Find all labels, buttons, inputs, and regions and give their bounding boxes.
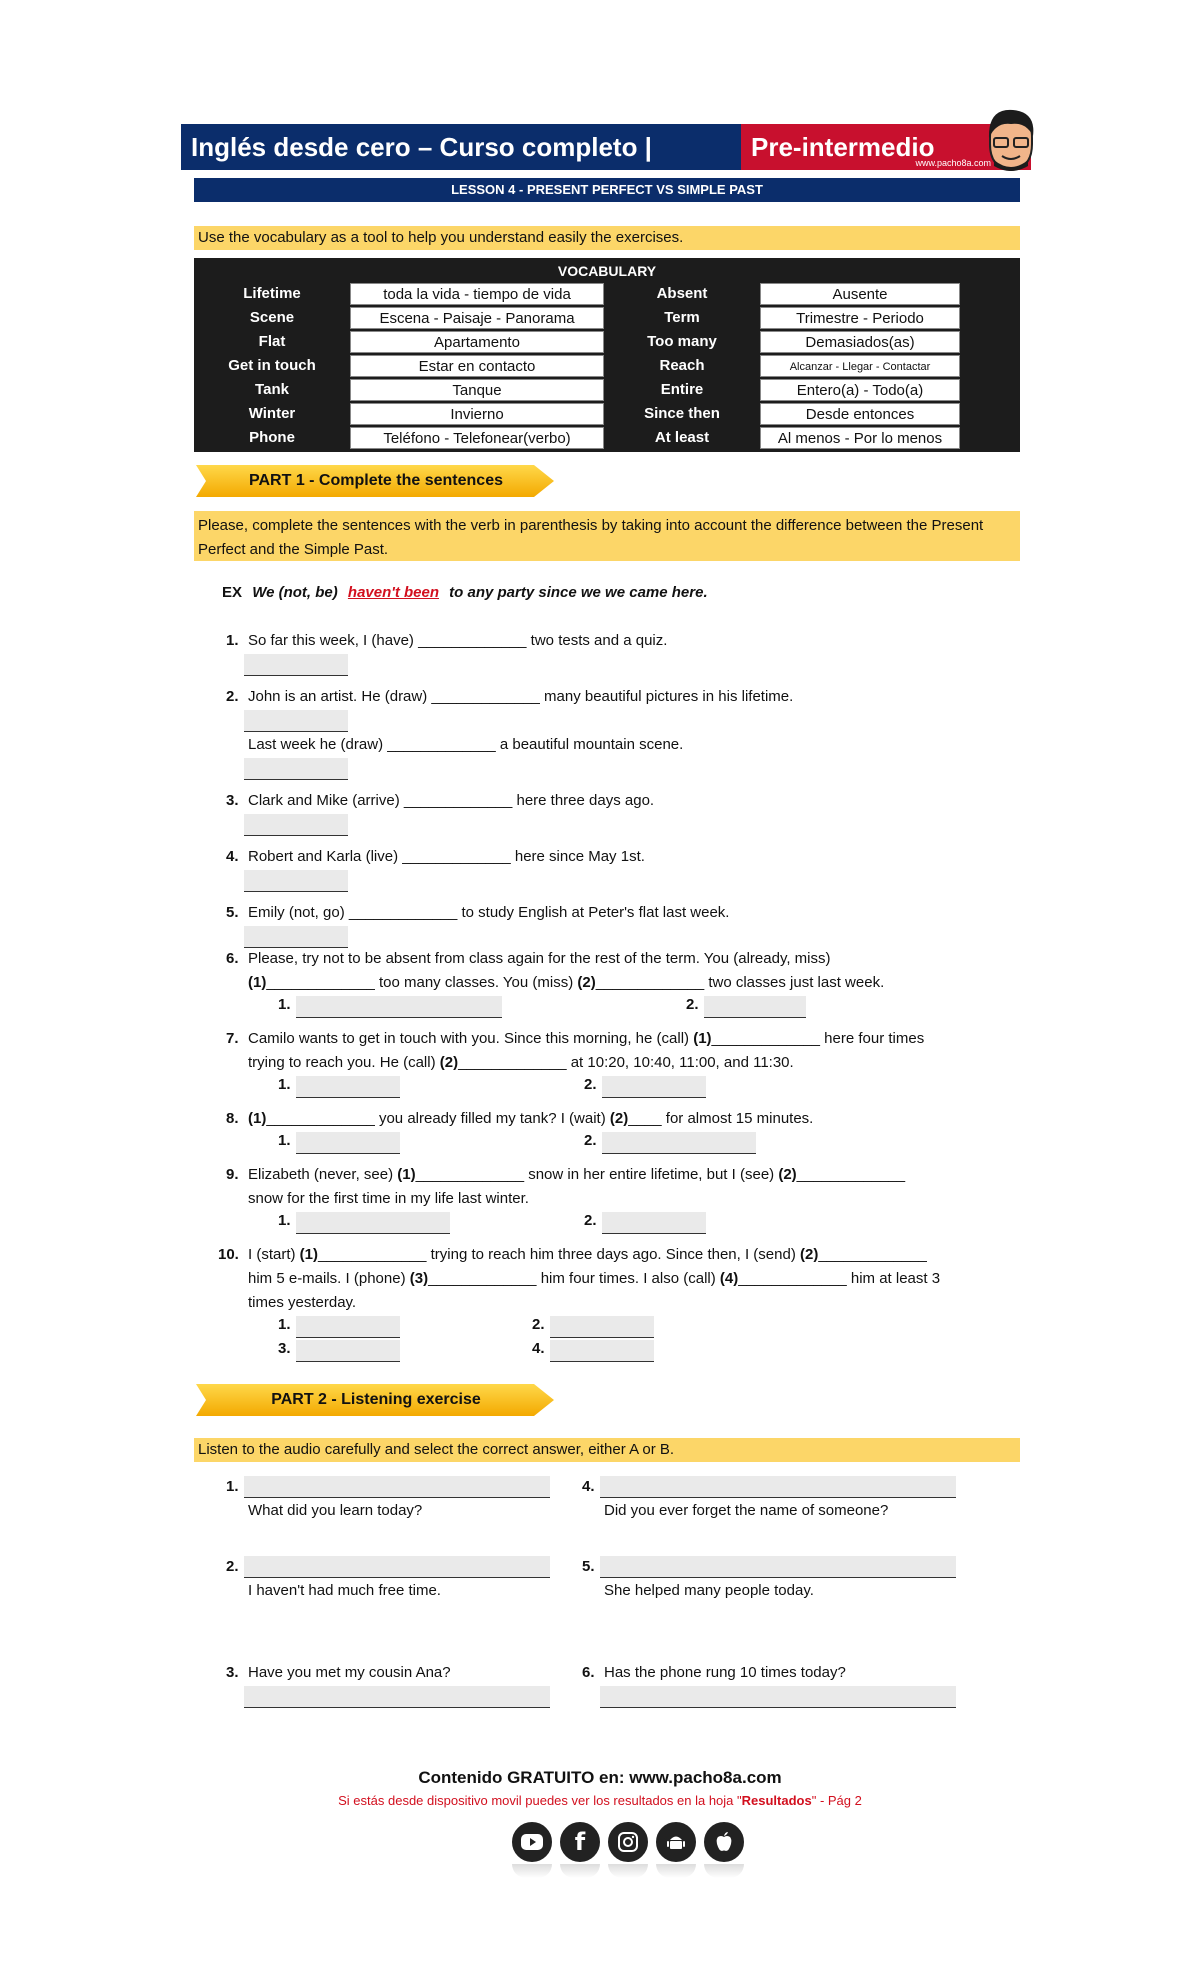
question-text — [248, 1054, 794, 1071]
question-number: 2. — [226, 688, 239, 705]
blank-marker: (1) — [248, 1110, 267, 1127]
question-fragment: _____________ here four times — [711, 1030, 925, 1047]
icon-reflection — [704, 1864, 744, 1878]
question-number: 1. — [226, 632, 239, 649]
question-fragment: trying to reach you. He (call) — [248, 1054, 440, 1071]
question-fragment: ____ for almost 15 minutes. — [628, 1110, 814, 1127]
answer-input[interactable] — [550, 1340, 654, 1362]
question-number: 5. — [226, 904, 239, 921]
question-fragment: _____________ two classes just last week. — [595, 974, 885, 991]
question-number: 6. — [226, 950, 239, 967]
vocab-term: Get in touch — [228, 357, 316, 374]
answer-label: 1. — [278, 1132, 291, 1149]
vocab-term: Absent — [656, 285, 708, 302]
vocab-term: Scene — [249, 309, 295, 326]
answer-label: 2. — [686, 996, 699, 1013]
example-prompt: We (not, be) — [252, 584, 338, 601]
listening-number: 6. — [582, 1664, 595, 1681]
vocab-term: Tank — [255, 381, 289, 398]
answer-label: 2. — [584, 1212, 597, 1229]
listening-answer-input[interactable] — [244, 1556, 550, 1578]
question-text — [248, 1110, 813, 1127]
listening-prompt: I haven't had much free time. — [248, 1582, 441, 1599]
question-fragment: _____________ at 10:20, 10:40, 11:00, and 11:30. — [458, 1054, 794, 1071]
apple-icon[interactable] — [704, 1822, 744, 1862]
footer-title: Contenido GRATUITO en: www.pacho8a.com — [418, 1768, 782, 1787]
header-banner — [181, 124, 1031, 170]
question-fragment: _____________ him at least 3 — [738, 1270, 941, 1287]
blank-marker: (2) — [800, 1246, 819, 1263]
answer-input[interactable] — [296, 1340, 400, 1362]
answer-input[interactable] — [704, 996, 806, 1018]
icon-reflection — [560, 1864, 600, 1878]
answer-input[interactable] — [244, 926, 348, 948]
answer-label: 2. — [532, 1316, 545, 1333]
vocab-row — [196, 354, 1018, 378]
question-fragment: _____________ trying to reach him three days ago. Since then, I (send) — [318, 1246, 800, 1263]
question-number: 3. — [226, 792, 239, 809]
answer-label: 2. — [584, 1132, 597, 1149]
part2-title: PART 2 - Listening exercise — [271, 1391, 481, 1408]
question-text — [248, 974, 884, 991]
listening-prompt: Did you ever forget the name of someone? — [604, 1502, 889, 1519]
vocab-term: Lifetime — [243, 285, 301, 302]
icon-reflection — [656, 1864, 696, 1878]
example-label: EX — [222, 584, 243, 601]
question-fragment: _____________ snow in her entire lifetime, but I (see) — [415, 1166, 779, 1183]
blank-marker: (1) — [299, 1246, 319, 1263]
question-text: times yesterday. — [248, 1294, 357, 1311]
answer-label: 4. — [532, 1340, 545, 1357]
vocabulary-table — [194, 258, 1020, 452]
part2-header — [196, 1382, 556, 1418]
listening-answer-input[interactable] — [600, 1556, 956, 1578]
answer-input[interactable] — [550, 1316, 654, 1338]
vocab-meaning: toda la vida - tiempo de vida — [350, 283, 604, 305]
course-title: Inglés desde cero – Curso completo | — [181, 124, 741, 170]
question-text: snow for the first time in my life last winter. — [248, 1190, 529, 1207]
blank-marker: (2) — [439, 1054, 459, 1071]
question-fragment: _____________ — [796, 1166, 906, 1183]
vocab-term: Term — [664, 309, 700, 326]
answer-input[interactable] — [602, 1212, 706, 1234]
icon-reflection — [512, 1864, 552, 1878]
lesson-title: LESSON 4 - PRESENT PERFECT VS SIMPLE PAST — [194, 178, 1020, 202]
vocab-row — [196, 378, 1018, 402]
part1-header — [196, 463, 556, 499]
vocab-meaning: Apartamento — [350, 331, 604, 353]
vocab-meaning: Estar en contacto — [350, 355, 604, 377]
vocab-term: Entire — [660, 381, 704, 398]
question-fragment: _____________ too many classes. You (miss) — [266, 974, 578, 991]
listening-answer-input[interactable] — [244, 1476, 550, 1498]
question-text: Last week he (draw) _____________ a beautiful mountain scene. — [248, 736, 684, 753]
footer-note-bold: Resultados — [741, 1793, 812, 1808]
footer-note-text: Si estás desde dispositivo movil puedes ver los resultados en la hoja " — [338, 1793, 742, 1808]
blank-marker: (2) — [778, 1166, 797, 1183]
level-title-text: Pre-intermedio — [751, 132, 935, 162]
vocab-meaning: Teléfono - Telefonear(verbo) — [350, 427, 604, 449]
question-fragment: Camilo wants to get in touch with you. Since this morning, he (call) — [248, 1030, 694, 1047]
question-text: Robert and Karla (live) _____________ here since May 1st. — [248, 848, 645, 865]
question-text — [248, 1166, 905, 1183]
answer-label: 3. — [278, 1340, 291, 1357]
blank-marker: (2) — [609, 1110, 629, 1127]
answer-label: 1. — [278, 1212, 291, 1229]
question-text: Clark and Mike (arrive) _____________ here three days ago. — [248, 792, 655, 809]
listening-number: 3. — [226, 1664, 239, 1681]
example-answer: haven't been — [347, 584, 439, 601]
icon-reflection — [608, 1864, 648, 1878]
answer-input[interactable] — [296, 996, 502, 1018]
answer-label: 1. — [278, 1316, 291, 1333]
listening-answer-input[interactable] — [600, 1476, 956, 1498]
blank-marker: (1) — [248, 974, 267, 991]
question-fragment: _____________ him four times. I also (call) — [428, 1270, 720, 1287]
instagram-icon[interactable] — [608, 1822, 648, 1862]
blank-marker: (1) — [693, 1030, 712, 1047]
answer-input[interactable] — [296, 1212, 450, 1234]
blank-marker: (4) — [719, 1270, 739, 1287]
answer-input[interactable] — [244, 710, 348, 732]
question-text: So far this week, I (have) _____________ two tests and a quiz. — [248, 632, 668, 649]
answer-input[interactable] — [602, 1076, 706, 1098]
listening-prompt: What did you learn today? — [248, 1502, 423, 1519]
listening-prompt: Have you met my cousin Ana? — [248, 1664, 451, 1681]
footer-note-end: " - Pág 2 — [811, 1793, 862, 1808]
vocab-term: Too many — [647, 333, 717, 350]
youtube-icon[interactable] — [512, 1822, 552, 1862]
vocab-term: Flat — [258, 333, 286, 350]
vocab-meaning: Entero(a) - Todo(a) — [760, 379, 960, 401]
vocab-term: At least — [654, 429, 710, 446]
question-text: Please, try not to be absent from class again for the rest of the term. You (already, miss) — [248, 950, 831, 967]
vocab-meaning: Al menos - Por lo menos — [760, 427, 960, 449]
vocab-term: Phone — [249, 429, 295, 446]
facebook-icon[interactable]: f — [560, 1822, 600, 1862]
question-fragment: _____________ — [818, 1246, 927, 1263]
answer-input[interactable] — [244, 870, 348, 892]
vocab-meaning: Desde entonces — [760, 403, 960, 425]
example-line — [222, 584, 708, 601]
vocab-row — [196, 330, 1018, 354]
answer-input[interactable] — [602, 1132, 756, 1154]
answer-input[interactable] — [244, 814, 348, 836]
vocab-term: Reach — [659, 357, 705, 374]
vocab-row — [196, 426, 1018, 450]
question-fragment: I (start) — [248, 1246, 300, 1263]
footer-note — [0, 1793, 1200, 1808]
vocab-term: Winter — [248, 405, 296, 422]
question-text — [248, 1270, 940, 1287]
vocab-meaning: Demasiados(as) — [760, 331, 960, 353]
avatar — [980, 108, 1042, 178]
question-fragment: _____________ you already filled my tank? I (wait) — [266, 1110, 610, 1127]
vocab-meaning: Tanque — [350, 379, 604, 401]
vocab-meaning: Ausente — [760, 283, 960, 305]
vocabulary-title: VOCABULARY — [557, 263, 657, 279]
answer-label: 2. — [584, 1076, 597, 1093]
listening-number: 5. — [582, 1558, 595, 1575]
blank-marker: (3) — [409, 1270, 429, 1287]
listening-prompt: Has the phone rung 10 times today? — [604, 1664, 846, 1681]
answer-input[interactable] — [244, 654, 348, 676]
question-fragment: Elizabeth (never, see) — [248, 1166, 398, 1183]
blank-marker: (1) — [397, 1166, 416, 1183]
listening-number: 1. — [226, 1478, 239, 1495]
listening-number: 4. — [582, 1478, 595, 1495]
question-number: 10. — [218, 1246, 239, 1263]
question-text — [248, 1030, 924, 1047]
part1-title: PART 1 - Complete the sentences — [249, 472, 503, 489]
vocab-meaning: Alcanzar - Llegar - Contactar — [760, 355, 960, 377]
listening-answer-input[interactable] — [600, 1686, 956, 1708]
vocab-term: Since then — [644, 405, 720, 422]
answer-input[interactable] — [244, 758, 348, 780]
answer-input[interactable] — [296, 1316, 400, 1338]
header-url: www.pacho8a.com — [915, 158, 991, 168]
answer-label: 1. — [278, 1076, 291, 1093]
vocab-row — [196, 306, 1018, 330]
answer-input[interactable] — [296, 1076, 400, 1098]
example-rest: to any party since we we came here. — [449, 584, 708, 601]
vocab-note: Use the vocabulary as a tool to help you understand easily the exercises. — [194, 226, 1020, 250]
vocab-meaning: Trimestre - Periodo — [760, 307, 960, 329]
vocab-row — [196, 282, 1018, 306]
android-icon[interactable] — [656, 1822, 696, 1862]
question-number: 8. — [226, 1110, 239, 1127]
vocab-row — [196, 402, 1018, 426]
question-number: 4. — [226, 848, 239, 865]
listening-number: 2. — [226, 1558, 239, 1575]
vocab-meaning: Escena - Paisaje - Panorama — [350, 307, 604, 329]
part2-instructions: Listen to the audio carefully and select the correct answer, either A or B. — [194, 1438, 1020, 1462]
question-fragment: him 5 e-mails. I (phone) — [248, 1270, 410, 1287]
blank-marker: (2) — [577, 974, 596, 991]
answer-label: 1. — [278, 996, 291, 1013]
part1-instructions: Please, complete the sentences with the verb in parenthesis by taking into account the difference between the Present Perfect and the Simple Past. — [194, 511, 1020, 561]
answer-input[interactable] — [296, 1132, 400, 1154]
listening-prompt: She helped many people today. — [604, 1582, 814, 1599]
question-number: 7. — [226, 1030, 239, 1047]
question-text — [248, 1246, 927, 1263]
question-number: 9. — [226, 1166, 239, 1183]
question-text: Emily (not, go) _____________ to study English at Peter's flat last week. — [248, 904, 730, 921]
question-text: John is an artist. He (draw) _____________ many beautiful pictures in his lifetime. — [248, 688, 794, 705]
vocab-meaning: Invierno — [350, 403, 604, 425]
listening-answer-input[interactable] — [244, 1686, 550, 1708]
